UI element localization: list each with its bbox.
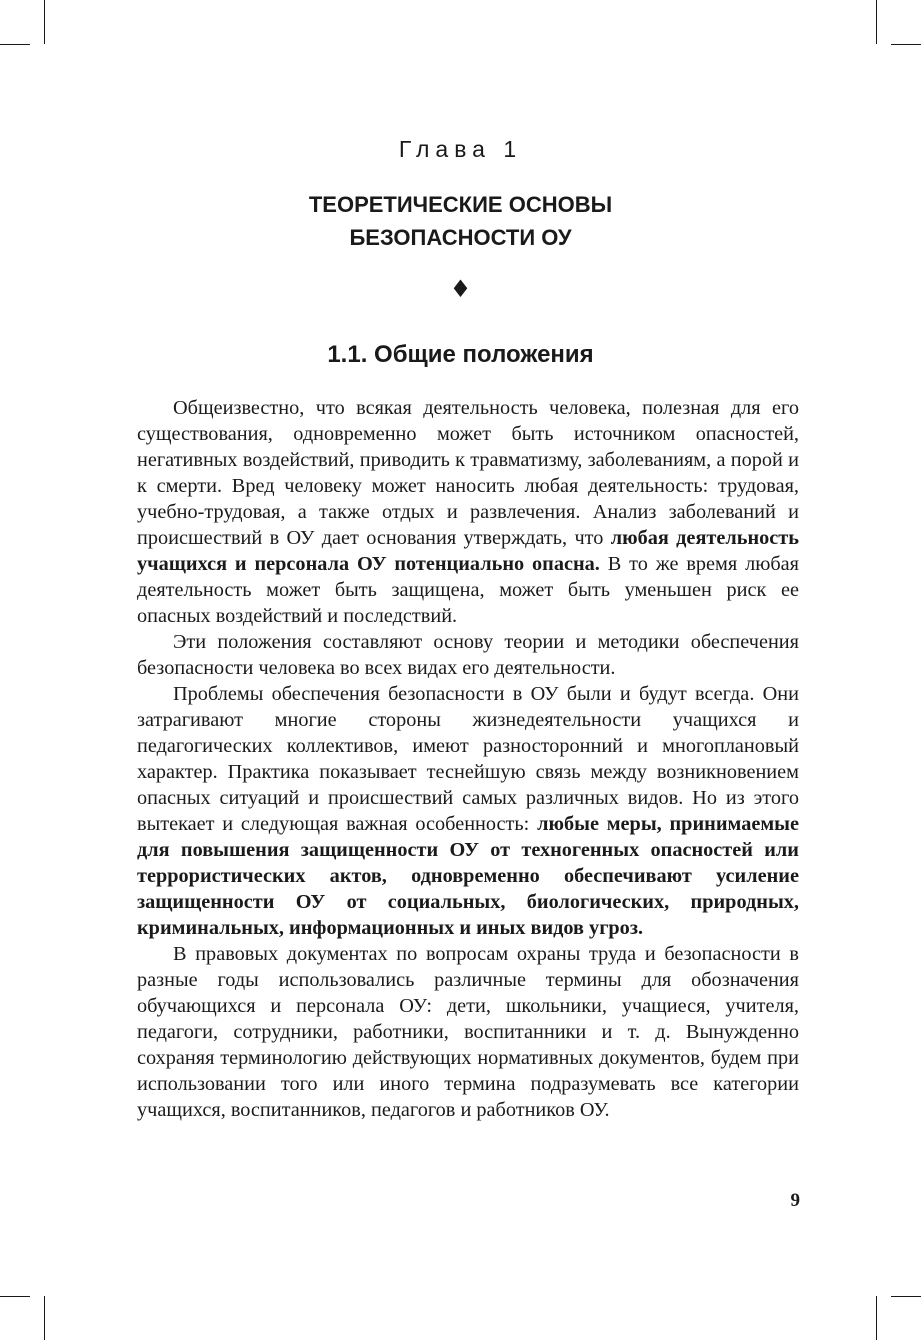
page-number: 9 xyxy=(790,1190,800,1211)
crop-mark-top-left-horizontal xyxy=(0,44,30,45)
body-text xyxy=(137,395,799,1123)
crop-mark-bottom-left-horizontal xyxy=(0,1296,30,1297)
paragraph-4: В правовых документах по вопросам охраны труда и безопасности в разные годы использовались различные термины для обозначения обучающихся и персонала ОУ: дети, школьники, учащиеся, учителя, педагоги, сотрудники, работники, воспитанники и т. д. Вынужденно сохраняя терминологию действующих нормативных документов, будем при использовании того или иного термина подразумевать все категории учащихся, воспитанников, педагогов и работников ОУ. xyxy=(137,943,799,1121)
crop-mark-top-left-vertical xyxy=(44,0,45,44)
paragraph-3-text-a: Проблемы обеспечения безопасности в ОУ были и будут всегда. Они затрагивают многие стороны жизнедеятельности учащихся и педагогических коллективов, имеют разносторонний и многоплановый характер. Практика показывает теснейшую связь между возникновением опасных ситуаций и происшествий самых различных видов. Но из этого вытекает и следующая важная особенность: xyxy=(137,683,799,835)
paragraph-2: Эти положения составляют основу теории и методики обеспечения безопасности человека во всех видах его деятельности. xyxy=(137,631,799,679)
chapter-title xyxy=(0,188,921,254)
paragraph-3-bold: любые меры, принимаемые для повышения защищенности ОУ от техногенных опасностей или террористических актов, одновременно обеспечивают усиление защищенности ОУ от социальных, биологических, природных, криминальных, информационных и иных видов угроз. xyxy=(137,813,799,939)
crop-mark-bottom-right-vertical xyxy=(876,1296,877,1340)
paragraph-1 xyxy=(137,395,799,629)
chapter-title-line-2: БЕЗОПАСНОСТИ ОУ xyxy=(349,225,572,250)
paragraph-1-bold: любая деятельность учащихся и персонала ОУ потенциально опасна. xyxy=(137,527,799,575)
chapter-label: Глава 1 xyxy=(398,136,523,162)
paragraph-3 xyxy=(137,681,799,941)
crop-mark-top-right-vertical xyxy=(876,0,877,44)
section-title: 1.1. Общие положения xyxy=(327,341,594,368)
chapter-title-line-1: ТЕОРЕТИЧЕСКИЕ ОСНОВЫ xyxy=(308,192,613,217)
diamond-ornament-icon: ♦ xyxy=(449,275,472,303)
paragraph-1-text-a: Общеизвестно, что всякая деятельность человека, полезная для его существования, одновременно может быть источником опасностей, негативных воздействий, приводить к травматизму, заболеваниям, а порой и к смерти. Вред человеку может наносить любая деятельность: трудовая, учебно-трудовая, а также отдых и развлечения. Анализ заболеваний и происшествий в ОУ дает основания утверждать, что xyxy=(137,397,799,549)
crop-mark-bottom-left-vertical xyxy=(44,1296,45,1340)
crop-mark-top-right-horizontal xyxy=(891,44,921,45)
paragraph-1-text-b: В то же время любая деятельность может быть защищена, может быть уменьшен риск ее опасных воздействий и последствий. xyxy=(137,553,799,627)
crop-mark-bottom-right-horizontal xyxy=(891,1296,921,1297)
